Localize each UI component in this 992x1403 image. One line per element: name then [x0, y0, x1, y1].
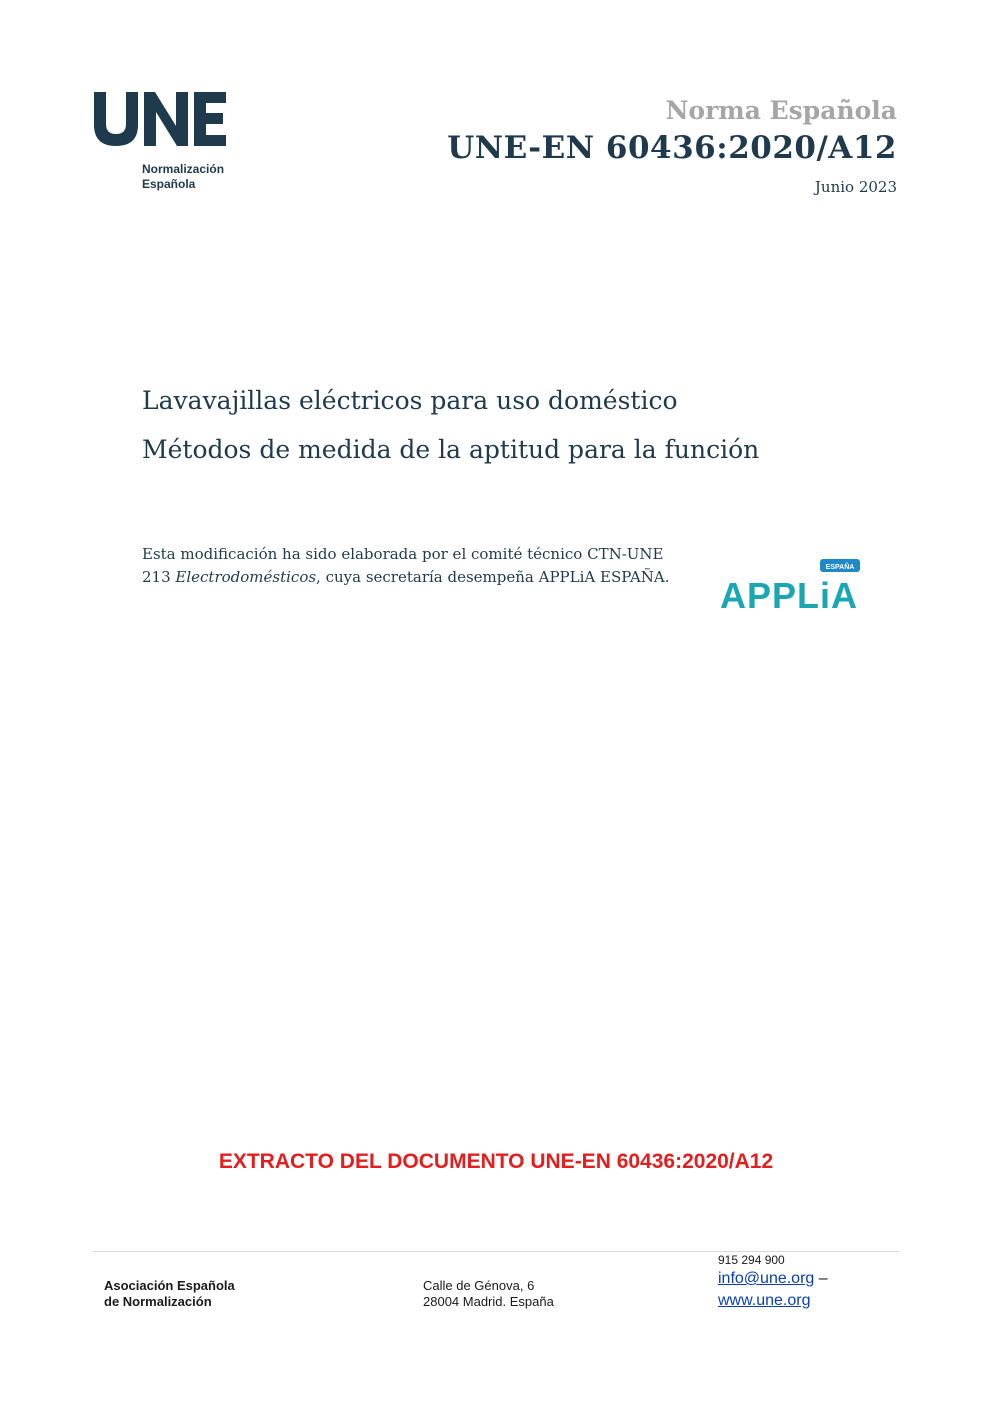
une-subtitle-line1: Normalización: [142, 162, 225, 176]
applia-logo-mark: [716, 556, 866, 616]
footer-email-link[interactable]: info@une.org: [718, 1270, 815, 1287]
une-logo-mark: [92, 88, 232, 148]
committee-text-after: , cuya secretaría desempeña APPLiA ESPAÑA.: [316, 568, 670, 586]
applia-wordmark: APPLiA: [720, 575, 859, 616]
une-logo-subtitle: [142, 162, 224, 192]
applia-tag: ESPAÑA: [825, 564, 855, 571]
footer-org-line2: de Normalización: [104, 1294, 212, 1309]
standard-date: Junio 2023: [814, 178, 897, 196]
footer-organization: [104, 1278, 235, 1310]
footer-email-row: [718, 1270, 828, 1288]
footer-phone: 915 294 900: [718, 1253, 785, 1267]
applia-logo: [716, 556, 866, 616]
une-subtitle-line2: Española: [142, 177, 196, 191]
committee-statement: [142, 543, 682, 589]
footer-web-row: [718, 1292, 811, 1310]
standard-kind: Norma Española: [665, 96, 897, 125]
footer-separator: –: [814, 1270, 828, 1287]
document-title-line2: Métodos de medida de la aptitud para la función: [142, 435, 760, 464]
footer-address: [423, 1278, 554, 1310]
document-title-line1: Lavavajillas eléctricos para uso doméstico: [142, 386, 678, 415]
committee-name: Electrodomésticos: [175, 568, 317, 586]
extract-notice: EXTRACTO DEL DOCUMENTO UNE-EN 60436:2020/A12: [218, 1150, 774, 1173]
footer-org-line1: Asociación Española: [104, 1278, 235, 1293]
footer-address-line2: 28004 Madrid. España: [423, 1294, 554, 1309]
standard-code: UNE-EN 60436:2020/A12: [447, 130, 897, 166]
footer-address-line1: Calle de Génova, 6: [423, 1278, 535, 1293]
committee-text-before: Esta modificación ha sido elaborada por el comité técnico CTN-UNE 213: [142, 545, 664, 586]
footer-web-link[interactable]: www.une.org: [718, 1292, 811, 1309]
footer-divider: [93, 1251, 899, 1252]
